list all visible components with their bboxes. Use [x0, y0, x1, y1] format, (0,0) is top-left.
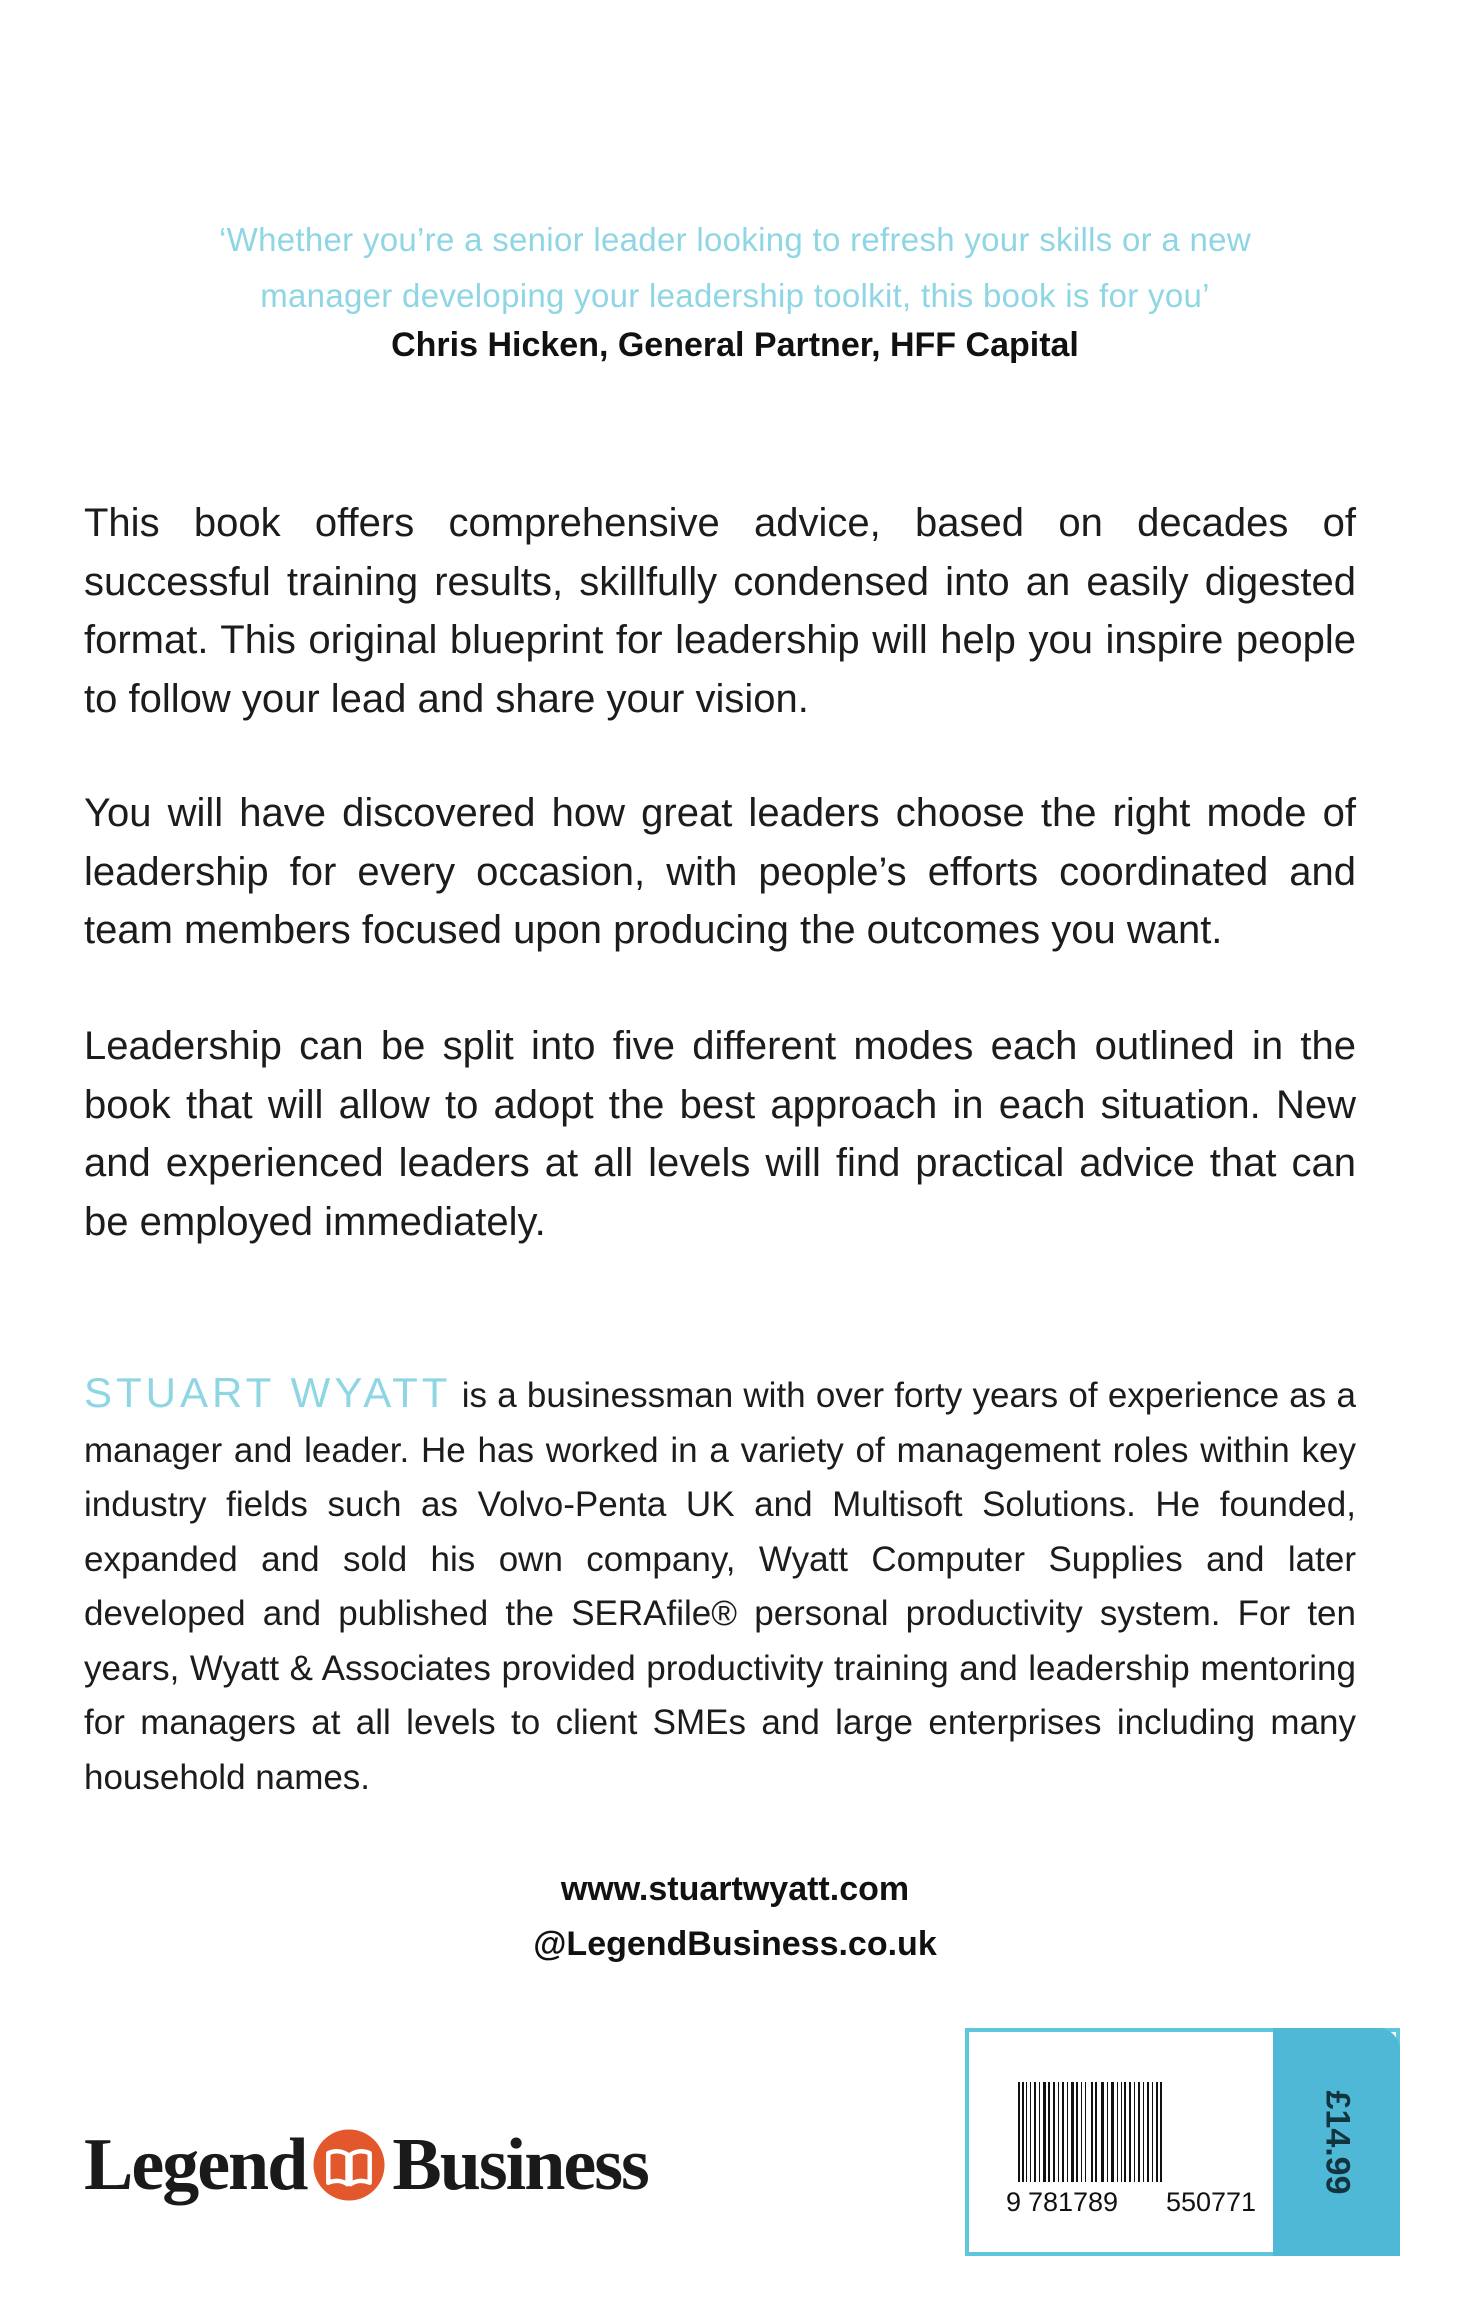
barcode-bar: [1152, 2082, 1153, 2182]
publisher-logo: [84, 2115, 648, 2215]
isbn-first-digit: 9: [1006, 2187, 1022, 2217]
publisher-logo-word-2: Business: [392, 2123, 648, 2206]
barcode-bar: [1053, 2082, 1055, 2182]
open-book-icon: [312, 2128, 386, 2202]
author-bio: [84, 1366, 1356, 1805]
barcode-bar: [1026, 2082, 1027, 2182]
barcode-bar: [1058, 2082, 1059, 2182]
publisher-logo-word-1: Legend: [84, 2123, 307, 2206]
barcode-bar: [1071, 2082, 1074, 2182]
barcode-bar: [1062, 2082, 1064, 2182]
isbn-number: [1000, 2182, 1282, 2218]
price-text: £14.99: [1318, 2090, 1356, 2195]
barcode-bar: [1138, 2082, 1140, 2182]
barcode-bar: [1124, 2082, 1126, 2182]
description-paragraph-2: You will have discovered how great leaders choose the right mode of leadership for every occasion, with people’s efforts coordinated and team members focused upon producing the outcomes you want.: [84, 791, 1356, 952]
barcode-bar: [1085, 2082, 1086, 2182]
barcode-bar: [1143, 2082, 1144, 2182]
barcode-bar: [1081, 2082, 1082, 2182]
barcode-bar: [1048, 2082, 1050, 2182]
barcode-bar: [1121, 2082, 1122, 2182]
barcode-bar: [1076, 2082, 1078, 2182]
publisher-handle: @LegendBusiness.co.uk: [533, 1925, 937, 1963]
isbn-group-1: 781789: [1027, 2187, 1119, 2217]
barcode-bar: [1039, 2082, 1040, 2182]
author-name: STUART WYATT: [84, 1369, 452, 1416]
barcode-bar: [1107, 2082, 1108, 2182]
barcode-bar: [1147, 2082, 1149, 2182]
author-bio-text: is a businessman with over forty years of experience as a manager and leader. He has worked in a variety of management roles within key industry fields such as Volvo-Penta UK and Multisoft Solutions. He founded, expanded and sold his own company, Wyatt Computer Supplies and later developed and published the SERAfile® personal productivity system. For ten years, Wyatt & Associates provided productivity training and leadership mentoring for managers at all levels to client SMEs and large enterprises including many household names.: [84, 1376, 1356, 1797]
quote-attribution: Chris Hicken, General Partner, HFF Capital: [391, 326, 1079, 364]
barcode-bar: [1101, 2082, 1104, 2182]
barcode-bar: [1134, 2082, 1135, 2182]
quote-line-2: manager developing your leadership toolkit, this book is for you’: [260, 277, 1210, 314]
barcode-bar: [1030, 2082, 1031, 2182]
contact-links: [85, 1862, 1385, 1972]
barcode-bar: [1117, 2082, 1118, 2182]
quote-line-1: ‘Whether you’re a senior leader looking to refresh your skills or a new: [219, 221, 1251, 258]
isbn-group-2: 550771: [1165, 2187, 1257, 2217]
barcode-bar: [1043, 2082, 1046, 2182]
description-paragraph-1: This book offers comprehensive advice, based on decades of successful training results, skillfully condensed into an easily digested format. This original blueprint for leadership will help you inspire people to follow your lead and share your vision.: [84, 501, 1356, 721]
description-paragraph-3: Leadership can be split into five different modes each outlined in the book that will allow to adopt the best approach in each situation. New and experienced leaders at all levels will find practical advice that can be employed immediately.: [84, 1024, 1356, 1244]
website-link[interactable]: www.stuartwyatt.com: [560, 1870, 910, 1908]
price-label: [1294, 2045, 1379, 2240]
barcode-bar: [1034, 2082, 1036, 2182]
barcode-bar: [1067, 2082, 1068, 2182]
endorsement-quote: [85, 212, 1385, 324]
barcode-bar: [1129, 2082, 1131, 2182]
barcode-bar: [1111, 2082, 1114, 2182]
